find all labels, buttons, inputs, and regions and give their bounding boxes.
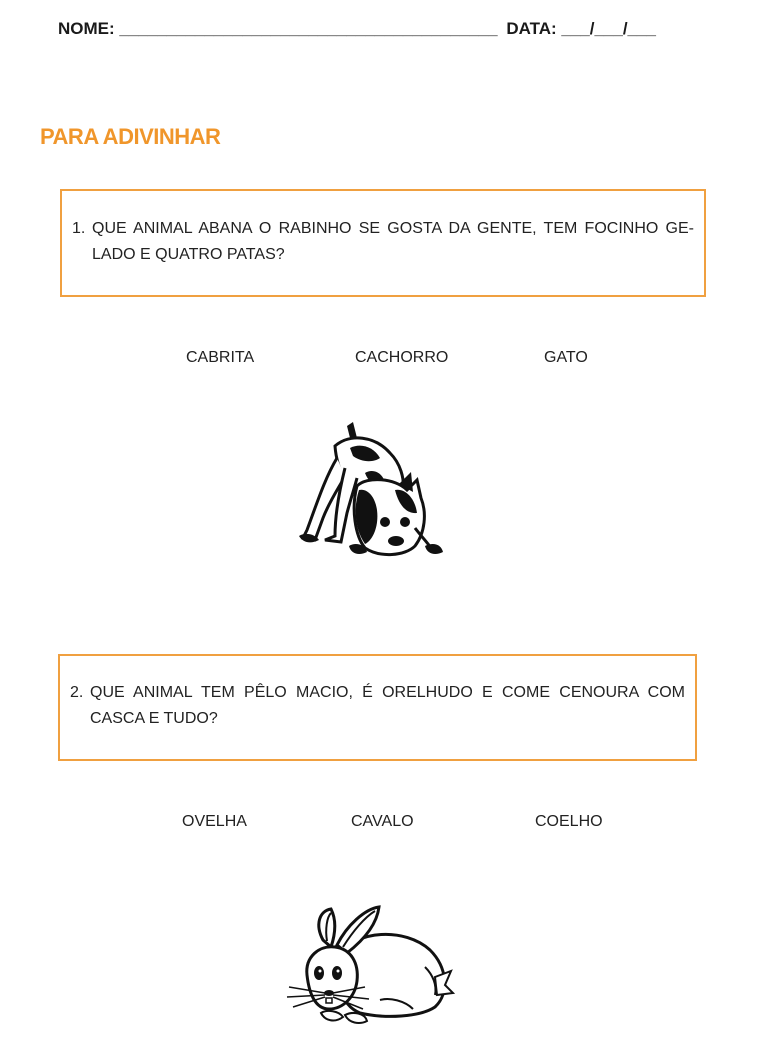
header <box>58 19 708 39</box>
date-field-label[interactable]: DATA: ___/___/___ <box>506 19 656 38</box>
question-number: 2. <box>70 684 84 701</box>
answer-option-cabrita[interactable]: CABRITA <box>186 349 255 366</box>
answer-option-cachorro[interactable]: CACHORRO <box>355 349 449 366</box>
section-title: PARA ADIVINHAR <box>40 124 221 149</box>
question-2-box <box>58 654 697 761</box>
name-field-label[interactable]: NOME: ________________________________________ <box>58 19 498 38</box>
question-text: QUE ANIMAL TEM PÊLO MACIO, É ORELHUDO E COME CENOURA COM CASCA E TUDO? <box>90 684 685 727</box>
question-text: QUE ANIMAL ABANA O RABINHO SE GOSTA DA GENTE, TEM FOCINHO GE-LADO E QUATRO PATAS? <box>92 220 694 263</box>
question-1-box <box>60 189 706 297</box>
answer-option-gato[interactable]: GATO <box>544 349 588 366</box>
rabbit-illustration <box>285 905 455 1027</box>
question-number: 1. <box>72 220 86 237</box>
answer-option-ovelha[interactable]: OVELHA <box>182 813 247 830</box>
answer-option-coelho[interactable]: COELHO <box>535 813 603 830</box>
answer-option-cavalo[interactable]: CAVALO <box>351 813 414 830</box>
dog-illustration <box>295 418 450 563</box>
